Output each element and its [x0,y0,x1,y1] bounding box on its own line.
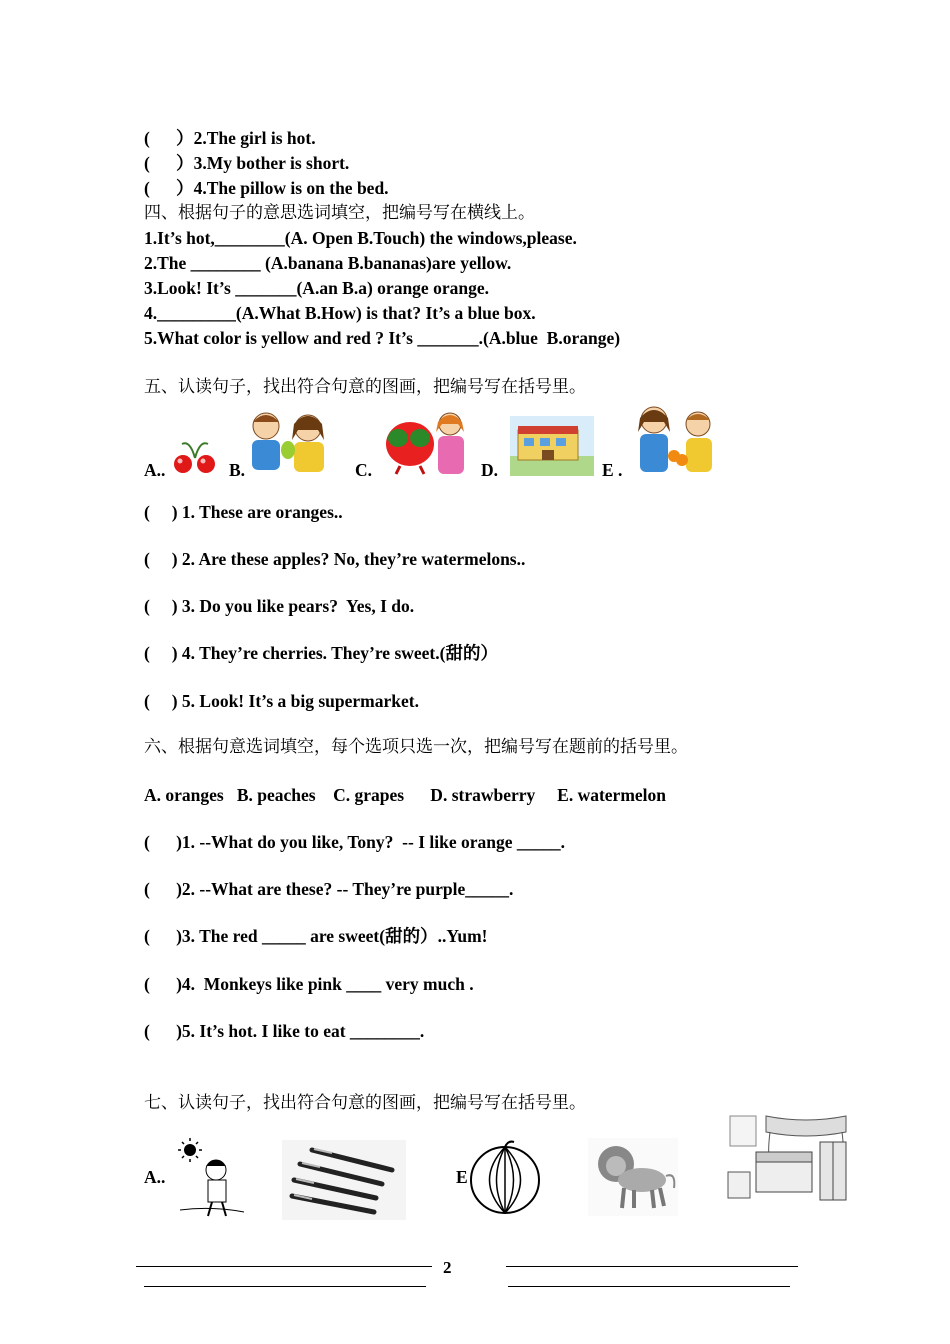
footer-rule-top-right [506,1266,798,1267]
kids-with-pears-image [244,410,336,476]
sec5-label-a: A.. [144,460,166,480]
sec7-label-a: A.. [144,1167,166,1187]
sec6-item-3: ( )3. The red _____ are sweet(甜的）..Yum! [144,926,488,946]
footer-rule-bottom-left [144,1286,426,1287]
page-number: 2 [443,1258,452,1277]
bedroom-image [726,1112,854,1208]
sec4-heading: 四、根据句子的意思选词填空，把编号写在横线上。 [144,203,535,223]
sec3-item-3: ( ）3.My bother is short. [144,153,350,173]
cherries-image [168,438,222,478]
sec7-heading: 七、认读句子，找出符合句意的图画，把编号写在括号里。 [144,1093,586,1113]
pens-image [282,1140,406,1220]
sec4-item-3: 3.Look! It’s _______(A.an B.a) orange orange. [144,278,489,298]
sec4-item-1: 1.It’s hot,________(A. Open B.Touch) the windows,please. [144,228,577,248]
sec5-item-3: ( ) 3. Do you like pears? Yes, I do. [144,596,415,616]
sec4-item-2: 2.The ________ (A.banana B.bananas)are yellow. [144,253,512,273]
sec5-label-c: C. [355,460,373,480]
sec5-item-2: ( ) 2. Are these apples? No, they’re watermelons.. [144,549,526,569]
sec5-item-5: ( ) 5. Look! It’s a big supermarket. [144,691,419,711]
sec5-item-4: ( ) 4. They’re cherries. They’re sweet.(甜的） [144,643,498,663]
sec4-item-4: 4._________(A.What B.How) is that? It’s a blue box. [144,303,536,323]
sec7-label-e: E [456,1167,468,1187]
kids-with-oranges-image [632,404,722,476]
sec6-item-2: ( )2. --What are these? -- They’re purple_____. [144,879,514,899]
sec6-heading: 六、根据句意选词填空，每个选项只选一次，把编号写在题前的括号里。 [144,737,688,757]
boy-in-sun-image [172,1136,250,1220]
sec4-item-5: 5.What color is yellow and red ? It’s _______.(A.blue B.orange) [144,328,621,348]
sec5-label-e: E . [602,460,623,480]
supermarket-image [510,416,594,476]
sec5-label-b: B. [229,460,246,480]
sec5-label-d: D. [481,460,499,480]
watermelon-image [466,1138,544,1216]
footer-rule-top-left [136,1266,432,1267]
lion-image [588,1138,678,1216]
sec6-item-5: ( )5. It’s hot. I like to eat ________. [144,1021,425,1041]
sec3-item-4: ( ）4.The pillow is on the bed. [144,178,389,198]
sec6-item-1: ( )1. --What do you like, Tony? -- I like orange _____. [144,832,565,852]
watermelon-and-girl-image [380,408,474,476]
sec5-item-1: ( ) 1. These are oranges.. [144,502,343,522]
sec5-heading: 五、认读句子，找出符合句意的图画，把编号写在括号里。 [144,377,586,397]
sec6-item-4: ( )4. Monkeys like pink ____ very much . [144,974,474,994]
footer-rule-bottom-right [508,1286,790,1287]
sec6-options: A. oranges B. peaches C. grapes D. strawberry E. watermelon [144,785,667,805]
sec3-item-2: ( ）2.The girl is hot. [144,128,316,148]
